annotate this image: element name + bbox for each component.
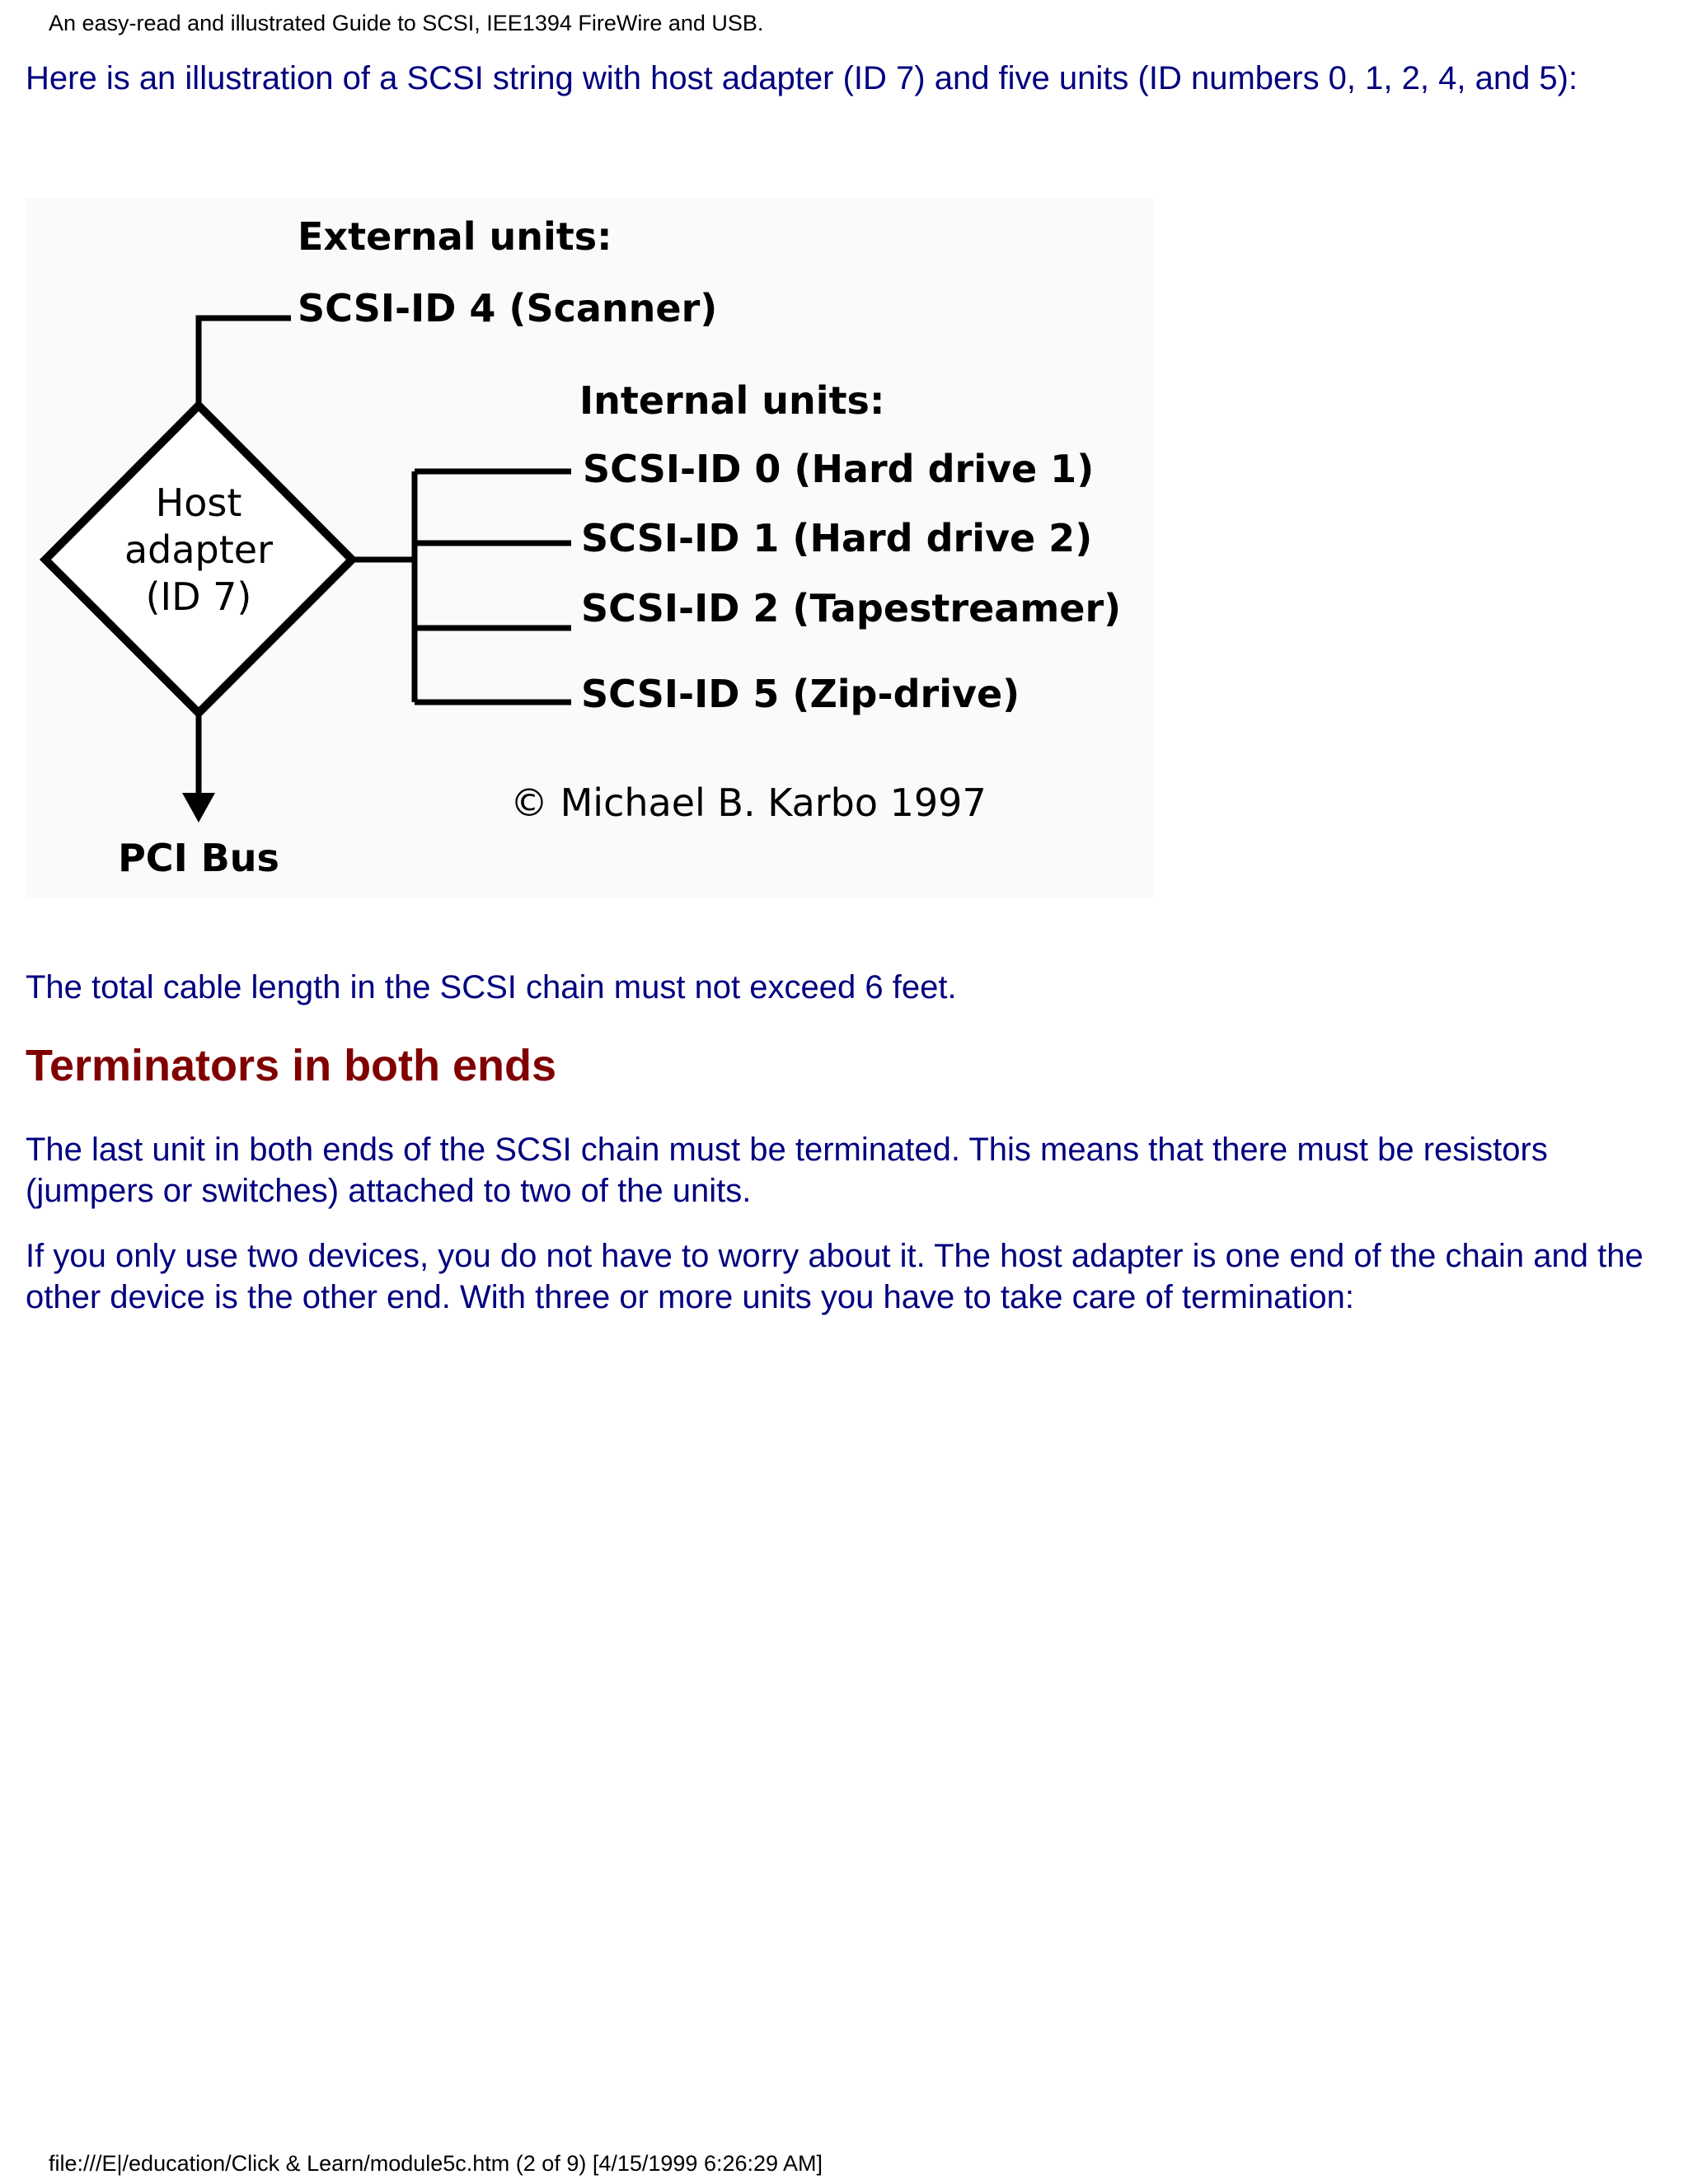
host-label-line-2: adapter — [124, 527, 274, 572]
external-units-heading: External units: — [298, 214, 612, 259]
intro-paragraph: Here is an illustration of a SCSI string with host adapter (ID 7) and five units (ID numbers 0, 1, 2, 4, and 5): — [26, 60, 1578, 96]
termination-paragraph-2: If you only use two devices, you do not have to worry about it. The host adapter is one end of the chain and the other device is the other end. With three or more units you have to take care of termination: — [26, 1238, 1643, 1315]
scsi-diagram-svg — [26, 198, 1155, 898]
print-footer: file:///E|/education/Click & Learn/module5c.htm (2 of 9) [4/15/1999 6:26:29 AM] — [49, 2151, 823, 2176]
pci-arrow-icon — [182, 793, 215, 823]
cable-length-note: The total cable length in the SCSI chain must not exceed 6 feet. — [26, 969, 957, 1005]
host-label-line-3: (ID 7) — [145, 574, 252, 619]
diagram-copyright: © Michael B. Karbo 1997 — [510, 780, 987, 825]
external-connector-line — [199, 318, 291, 405]
internal-unit-id0: SCSI-ID 0 (Hard drive 1) — [583, 447, 1095, 491]
external-unit-scanner: SCSI-ID 4 (Scanner) — [298, 286, 718, 330]
section-heading: Terminators in both ends — [26, 1041, 557, 1090]
internal-units-heading: Internal units: — [579, 378, 885, 423]
termination-paragraph-1: The last unit in both ends of the SCSI chain must be terminated. This means that there must be resistors (jumpers or switches) attached to two of the units. — [26, 1132, 1548, 1209]
print-header: An easy-read and illustrated Guide to SCSI, IEE1394 FireWire and USB. — [49, 11, 764, 35]
internal-unit-id5: SCSI-ID 5 (Zip-drive) — [581, 672, 1020, 716]
scsi-chain-diagram — [26, 198, 1155, 898]
host-label-line-1: Host — [155, 480, 242, 525]
internal-unit-id2: SCSI-ID 2 (Tapestreamer) — [581, 586, 1122, 630]
pci-bus-label: PCI Bus — [118, 836, 279, 880]
internal-unit-id1: SCSI-ID 1 (Hard drive 2) — [581, 516, 1093, 560]
